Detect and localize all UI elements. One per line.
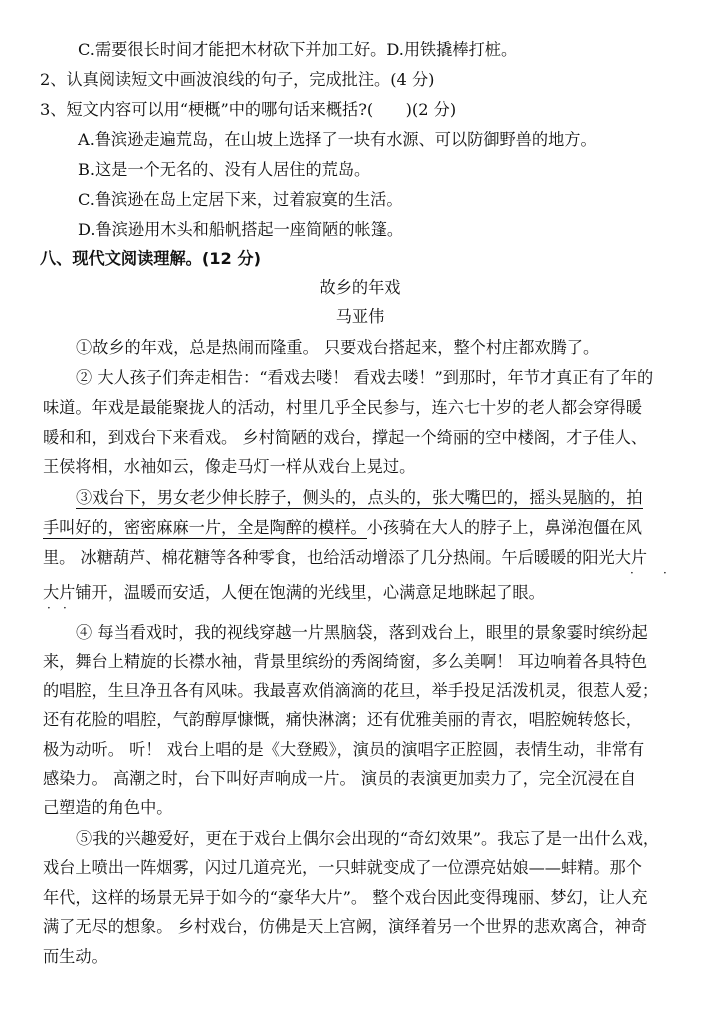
wavy-underlined-sentence-part-2: 手叫好的，密密麻麻一片，全是陶醉的模样。 [43,518,367,537]
paragraph-4-line-6: 感染力。 高潮之时，台下叫好声响成一片。 演员的表演更加卖力了，完全沉浸在自 [43,769,637,788]
option-3d: D.鲁滨逊用木头和船帆搭起一座简陋的帐篷。 [78,220,404,239]
paragraph-3-line-3: 里。 冰糖葫芦、棉花糖等各种零食，也给活动增添了几分热闹。午后暖暖的阳光大片 [43,548,648,567]
paragraph-3-line-4: 大片铺开，温暖而安适，人便在饱满的光线里，心满意足地眯起了眼。 [43,583,545,602]
section-8-heading: 八、现代文阅读理解。(12 分) [40,249,262,268]
paragraph-4-line-7: 己塑造的角色中。 [43,798,173,817]
emphasis-dots-2: · [663,566,667,580]
paragraph-4-line-5: 极为动听。 听！ 戏台上唱的是《大登殿》，演员的演唱字正腔圆，表情生动，非常有 [43,740,645,759]
paragraph-2-line-4: 王侯将相，水袖如云，像走马灯一样从戏台上晃过。 [43,457,416,476]
paragraph-2-line-1: ② 大人孩子们奔走相告：“看戏去喽！ 看戏去喽！”到那时，年节才真正有了年的 [76,368,654,387]
paragraph-3-line-2 [43,518,642,538]
option-7c-7d: C.需要很长时间才能把木材砍下并加工好。D.用铁撬棒打桩。 [78,40,518,59]
paragraph-5-line-2: 戏台上喷出一阵烟雾，闪过几道亮光，一只蚌就变成了一位漂亮姑娘——蚌精。那个 [43,858,642,877]
article-title: 故乡的年戏 [319,278,401,297]
article-author: 马亚伟 [335,307,385,326]
option-3b: B.这是一个无名的、没有人居住的荒岛。 [78,160,371,179]
paragraph-3-line-1 [76,488,643,508]
option-3a: A.鲁滨逊走遍荒岛，在山坡上选择了一块有水源、可以防御野兽的地方。 [78,130,597,149]
question-2: 2、认真阅读短文中画波浪线的句子，完成批注。(4 分) [40,70,435,89]
paragraph-4-line-1: ④ 每当看戏时，我的视线穿越一片黑脑袋，落到戏台上，眼里的景象霎时缤纷起 [76,623,648,642]
paragraph-5-line-4: 满了无尽的想象。 乡村戏台，仿佛是天上宫阙，演绎着另一个世界的悲欢离合，神奇 [43,917,648,936]
paragraph-3-line-2-rest: 小孩骑在大人的脖子上，鼻涕泡僵在风 [366,518,642,537]
paragraph-5-line-3: 年代，这样的场景无异于如今的“豪华大片”。 整个戏台因此变得瑰丽、梦幻，让人充 [43,888,648,907]
paragraph-2-line-2: 味道。年戏是最能聚拢人的活动，村里几乎全民参与，连六七十岁的老人都会穿得暖 [43,398,642,417]
emphasis-dots-1: · [630,566,634,580]
option-3c: C.鲁滨逊在岛上定居下来，过着寂寞的生活。 [78,190,403,209]
emphasis-dots-3: · [47,601,51,615]
wavy-underlined-sentence-part-1: ③戏台下，男女老少伸长脖子，侧头的，点头的，张大嘴巴的，摇头晃脑的，拍 [76,488,643,507]
paragraph-5-line-1: ⑤我的兴趣爱好，更在于戏台上偶尔会出现的“奇幻效果”。我忘了是一出什么戏， [76,829,660,848]
paragraph-4-line-4: 还有花脸的唱腔，气韵醇厚慷慨，痛快淋漓；还有优雅美丽的青衣，唱腔婉转悠长， [43,710,642,729]
emphasis-dots-4: · [63,601,67,615]
question-3: 3、短文内容可以用“梗概”中的哪句话来概括?( )(2 分) [40,100,457,119]
paragraph-1: ①故乡的年戏，总是热闹而隆重。 只要戏台搭起来，整个村庄都欢腾了。 [76,338,600,357]
paragraph-5-line-5: 而生动。 [43,947,108,966]
paragraph-4-line-2: 来，舞台上精旋的长襟水袖，背景里缤纷的秀阁绮窗，多么美啊！ 耳边响着各具特色 [43,652,648,671]
paragraph-2-line-3: 暖和和，到戏台下来看戏。 乡村简陋的戏台，撑起一个绮丽的空中楼阁，才子佳人、 [43,428,648,447]
paragraph-4-line-3: 的唱腔，生旦净丑各有风味。我最喜欢俏滴滴的花旦，举手投足活泼机灵，很惹人爱； [43,681,659,700]
